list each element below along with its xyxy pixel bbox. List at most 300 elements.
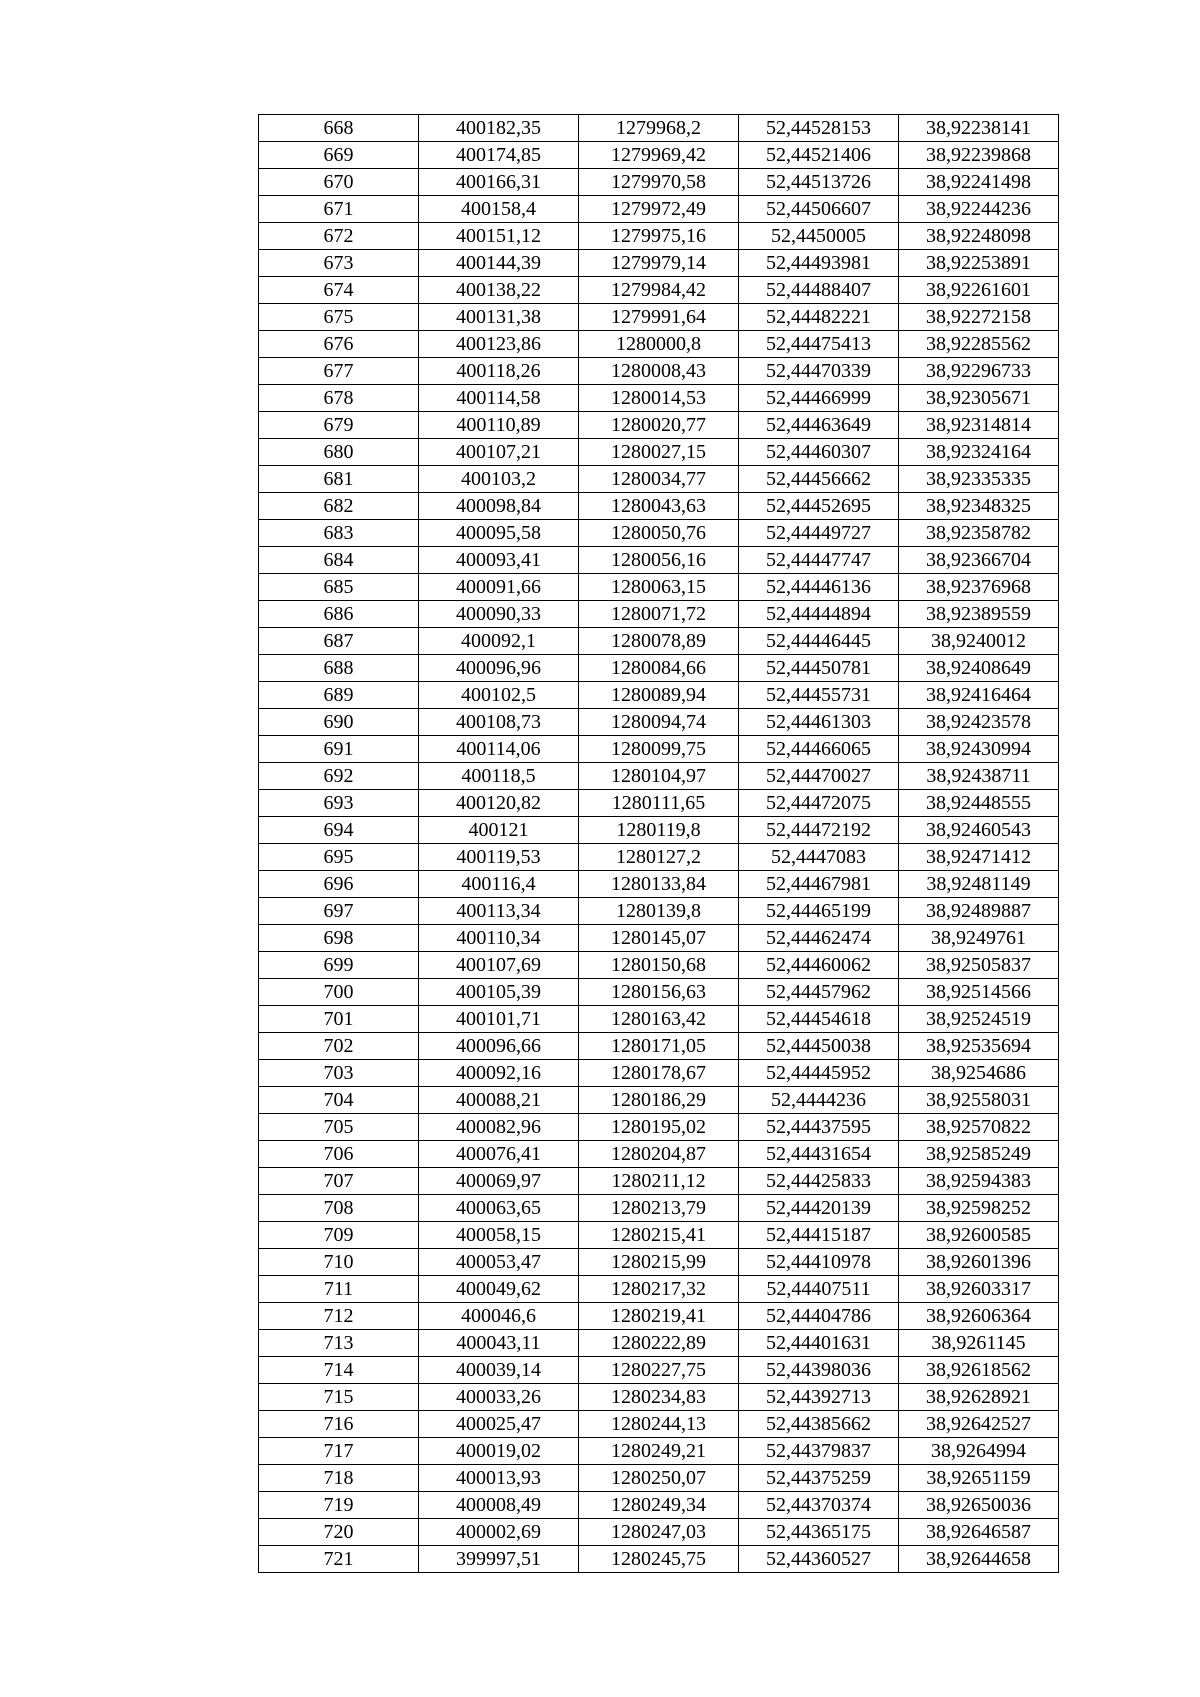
y-coordinate-cell: 1280078,89 bbox=[579, 628, 739, 655]
point-number-cell: 707 bbox=[259, 1168, 419, 1195]
point-number-cell: 673 bbox=[259, 250, 419, 277]
latitude-cell: 52,44457962 bbox=[739, 979, 899, 1006]
longitude-cell: 38,92650036 bbox=[899, 1492, 1059, 1519]
y-coordinate-cell: 1279984,42 bbox=[579, 277, 739, 304]
y-coordinate-cell: 1279968,2 bbox=[579, 115, 739, 142]
x-coordinate-cell: 400069,97 bbox=[419, 1168, 579, 1195]
y-coordinate-cell: 1280195,02 bbox=[579, 1114, 739, 1141]
x-coordinate-cell: 400096,66 bbox=[419, 1033, 579, 1060]
longitude-cell: 38,9261145 bbox=[899, 1330, 1059, 1357]
y-coordinate-cell: 1280000,8 bbox=[579, 331, 739, 358]
point-number-cell: 678 bbox=[259, 385, 419, 412]
x-coordinate-cell: 400110,89 bbox=[419, 412, 579, 439]
table-row bbox=[259, 412, 1059, 439]
point-number-cell: 680 bbox=[259, 439, 419, 466]
longitude-cell: 38,92416464 bbox=[899, 682, 1059, 709]
longitude-cell: 38,92606364 bbox=[899, 1303, 1059, 1330]
x-coordinate-cell: 400039,14 bbox=[419, 1357, 579, 1384]
coordinates-table-body bbox=[259, 115, 1059, 1573]
table-row bbox=[259, 655, 1059, 682]
point-number-cell: 715 bbox=[259, 1384, 419, 1411]
y-coordinate-cell: 1280250,07 bbox=[579, 1465, 739, 1492]
longitude-cell: 38,92376968 bbox=[899, 574, 1059, 601]
y-coordinate-cell: 1280219,41 bbox=[579, 1303, 739, 1330]
y-coordinate-cell: 1279979,14 bbox=[579, 250, 739, 277]
x-coordinate-cell: 400101,71 bbox=[419, 1006, 579, 1033]
x-coordinate-cell: 400166,31 bbox=[419, 169, 579, 196]
y-coordinate-cell: 1280094,74 bbox=[579, 709, 739, 736]
longitude-cell: 38,92253891 bbox=[899, 250, 1059, 277]
point-number-cell: 691 bbox=[259, 736, 419, 763]
longitude-cell: 38,92241498 bbox=[899, 169, 1059, 196]
point-number-cell: 689 bbox=[259, 682, 419, 709]
y-coordinate-cell: 1280204,87 bbox=[579, 1141, 739, 1168]
latitude-cell: 52,44482221 bbox=[739, 304, 899, 331]
latitude-cell: 52,44365175 bbox=[739, 1519, 899, 1546]
latitude-cell: 52,44370374 bbox=[739, 1492, 899, 1519]
point-number-cell: 693 bbox=[259, 790, 419, 817]
table-row bbox=[259, 1195, 1059, 1222]
y-coordinate-cell: 1280063,15 bbox=[579, 574, 739, 601]
table-row bbox=[259, 1033, 1059, 1060]
latitude-cell: 52,4447083 bbox=[739, 844, 899, 871]
table-row bbox=[259, 979, 1059, 1006]
y-coordinate-cell: 1279970,58 bbox=[579, 169, 739, 196]
latitude-cell: 52,44410978 bbox=[739, 1249, 899, 1276]
x-coordinate-cell: 400118,26 bbox=[419, 358, 579, 385]
coordinates-table bbox=[258, 114, 1059, 1573]
x-coordinate-cell: 400182,35 bbox=[419, 115, 579, 142]
x-coordinate-cell: 400095,58 bbox=[419, 520, 579, 547]
x-coordinate-cell: 400063,65 bbox=[419, 1195, 579, 1222]
x-coordinate-cell: 400013,93 bbox=[419, 1465, 579, 1492]
y-coordinate-cell: 1280127,2 bbox=[579, 844, 739, 871]
latitude-cell: 52,44521406 bbox=[739, 142, 899, 169]
y-coordinate-cell: 1280020,77 bbox=[579, 412, 739, 439]
point-number-cell: 684 bbox=[259, 547, 419, 574]
point-number-cell: 718 bbox=[259, 1465, 419, 1492]
x-coordinate-cell: 400107,69 bbox=[419, 952, 579, 979]
point-number-cell: 712 bbox=[259, 1303, 419, 1330]
latitude-cell: 52,44385662 bbox=[739, 1411, 899, 1438]
latitude-cell: 52,44466065 bbox=[739, 736, 899, 763]
x-coordinate-cell: 400002,69 bbox=[419, 1519, 579, 1546]
x-coordinate-cell: 400121 bbox=[419, 817, 579, 844]
table-row bbox=[259, 331, 1059, 358]
longitude-cell: 38,92594383 bbox=[899, 1168, 1059, 1195]
longitude-cell: 38,92272158 bbox=[899, 304, 1059, 331]
point-number-cell: 701 bbox=[259, 1006, 419, 1033]
longitude-cell: 38,92600585 bbox=[899, 1222, 1059, 1249]
point-number-cell: 719 bbox=[259, 1492, 419, 1519]
longitude-cell: 38,9240012 bbox=[899, 628, 1059, 655]
latitude-cell: 52,44398036 bbox=[739, 1357, 899, 1384]
table-row bbox=[259, 1357, 1059, 1384]
longitude-cell: 38,92261601 bbox=[899, 277, 1059, 304]
point-number-cell: 681 bbox=[259, 466, 419, 493]
longitude-cell: 38,92389559 bbox=[899, 601, 1059, 628]
x-coordinate-cell: 400025,47 bbox=[419, 1411, 579, 1438]
latitude-cell: 52,44375259 bbox=[739, 1465, 899, 1492]
table-row bbox=[259, 115, 1059, 142]
point-number-cell: 679 bbox=[259, 412, 419, 439]
x-coordinate-cell: 400113,34 bbox=[419, 898, 579, 925]
point-number-cell: 687 bbox=[259, 628, 419, 655]
x-coordinate-cell: 400110,34 bbox=[419, 925, 579, 952]
y-coordinate-cell: 1279969,42 bbox=[579, 142, 739, 169]
y-coordinate-cell: 1279972,49 bbox=[579, 196, 739, 223]
longitude-cell: 38,92244236 bbox=[899, 196, 1059, 223]
point-number-cell: 675 bbox=[259, 304, 419, 331]
latitude-cell: 52,4444236 bbox=[739, 1087, 899, 1114]
table-row bbox=[259, 1384, 1059, 1411]
point-number-cell: 700 bbox=[259, 979, 419, 1006]
point-number-cell: 690 bbox=[259, 709, 419, 736]
y-coordinate-cell: 1280227,75 bbox=[579, 1357, 739, 1384]
latitude-cell: 52,44463649 bbox=[739, 412, 899, 439]
table-row bbox=[259, 493, 1059, 520]
latitude-cell: 52,44446136 bbox=[739, 574, 899, 601]
point-number-cell: 695 bbox=[259, 844, 419, 871]
table-row bbox=[259, 925, 1059, 952]
latitude-cell: 52,44437595 bbox=[739, 1114, 899, 1141]
x-coordinate-cell: 400174,85 bbox=[419, 142, 579, 169]
y-coordinate-cell: 1280211,12 bbox=[579, 1168, 739, 1195]
table-row bbox=[259, 304, 1059, 331]
y-coordinate-cell: 1280215,41 bbox=[579, 1222, 739, 1249]
latitude-cell: 52,44404786 bbox=[739, 1303, 899, 1330]
y-coordinate-cell: 1280247,03 bbox=[579, 1519, 739, 1546]
longitude-cell: 38,92305671 bbox=[899, 385, 1059, 412]
longitude-cell: 38,9249761 bbox=[899, 925, 1059, 952]
y-coordinate-cell: 1280139,8 bbox=[579, 898, 739, 925]
latitude-cell: 52,44454618 bbox=[739, 1006, 899, 1033]
table-row bbox=[259, 466, 1059, 493]
y-coordinate-cell: 1279991,64 bbox=[579, 304, 739, 331]
point-number-cell: 669 bbox=[259, 142, 419, 169]
point-number-cell: 697 bbox=[259, 898, 419, 925]
point-number-cell: 683 bbox=[259, 520, 419, 547]
latitude-cell: 52,44401631 bbox=[739, 1330, 899, 1357]
point-number-cell: 698 bbox=[259, 925, 419, 952]
table-row bbox=[259, 196, 1059, 223]
y-coordinate-cell: 1280145,07 bbox=[579, 925, 739, 952]
longitude-cell: 38,92471412 bbox=[899, 844, 1059, 871]
latitude-cell: 52,44420139 bbox=[739, 1195, 899, 1222]
point-number-cell: 682 bbox=[259, 493, 419, 520]
longitude-cell: 38,92285562 bbox=[899, 331, 1059, 358]
latitude-cell: 52,44360527 bbox=[739, 1546, 899, 1573]
latitude-cell: 52,44460307 bbox=[739, 439, 899, 466]
longitude-cell: 38,92448555 bbox=[899, 790, 1059, 817]
y-coordinate-cell: 1280215,99 bbox=[579, 1249, 739, 1276]
latitude-cell: 52,44447747 bbox=[739, 547, 899, 574]
table-row bbox=[259, 1330, 1059, 1357]
latitude-cell: 52,44455731 bbox=[739, 682, 899, 709]
table-row bbox=[259, 385, 1059, 412]
point-number-cell: 670 bbox=[259, 169, 419, 196]
latitude-cell: 52,44472075 bbox=[739, 790, 899, 817]
table-row bbox=[259, 898, 1059, 925]
x-coordinate-cell: 400116,4 bbox=[419, 871, 579, 898]
y-coordinate-cell: 1280150,68 bbox=[579, 952, 739, 979]
longitude-cell: 38,92628921 bbox=[899, 1384, 1059, 1411]
latitude-cell: 52,44431654 bbox=[739, 1141, 899, 1168]
longitude-cell: 38,92348325 bbox=[899, 493, 1059, 520]
latitude-cell: 52,44506607 bbox=[739, 196, 899, 223]
longitude-cell: 38,92481149 bbox=[899, 871, 1059, 898]
latitude-cell: 52,44425833 bbox=[739, 1168, 899, 1195]
x-coordinate-cell: 400049,62 bbox=[419, 1276, 579, 1303]
y-coordinate-cell: 1280034,77 bbox=[579, 466, 739, 493]
table-row bbox=[259, 709, 1059, 736]
y-coordinate-cell: 1280163,42 bbox=[579, 1006, 739, 1033]
point-number-cell: 696 bbox=[259, 871, 419, 898]
y-coordinate-cell: 1280014,53 bbox=[579, 385, 739, 412]
y-coordinate-cell: 1280084,66 bbox=[579, 655, 739, 682]
y-coordinate-cell: 1280027,15 bbox=[579, 439, 739, 466]
longitude-cell: 38,92570822 bbox=[899, 1114, 1059, 1141]
latitude-cell: 52,44461303 bbox=[739, 709, 899, 736]
table-row bbox=[259, 223, 1059, 250]
y-coordinate-cell: 1280111,65 bbox=[579, 790, 739, 817]
table-row bbox=[259, 1114, 1059, 1141]
point-number-cell: 677 bbox=[259, 358, 419, 385]
longitude-cell: 38,92248098 bbox=[899, 223, 1059, 250]
table-row bbox=[259, 439, 1059, 466]
longitude-cell: 38,92642527 bbox=[899, 1411, 1059, 1438]
x-coordinate-cell: 400102,5 bbox=[419, 682, 579, 709]
latitude-cell: 52,44513726 bbox=[739, 169, 899, 196]
point-number-cell: 692 bbox=[259, 763, 419, 790]
x-coordinate-cell: 400131,38 bbox=[419, 304, 579, 331]
table-row bbox=[259, 169, 1059, 196]
y-coordinate-cell: 1280249,21 bbox=[579, 1438, 739, 1465]
point-number-cell: 688 bbox=[259, 655, 419, 682]
latitude-cell: 52,44450038 bbox=[739, 1033, 899, 1060]
table-row bbox=[259, 520, 1059, 547]
y-coordinate-cell: 1280099,75 bbox=[579, 736, 739, 763]
latitude-cell: 52,44456662 bbox=[739, 466, 899, 493]
longitude-cell: 38,92366704 bbox=[899, 547, 1059, 574]
y-coordinate-cell: 1280056,16 bbox=[579, 547, 739, 574]
point-number-cell: 699 bbox=[259, 952, 419, 979]
latitude-cell: 52,44446445 bbox=[739, 628, 899, 655]
x-coordinate-cell: 400033,26 bbox=[419, 1384, 579, 1411]
latitude-cell: 52,44467981 bbox=[739, 871, 899, 898]
table-row bbox=[259, 1303, 1059, 1330]
table-row bbox=[259, 1411, 1059, 1438]
longitude-cell: 38,92314814 bbox=[899, 412, 1059, 439]
y-coordinate-cell: 1280245,75 bbox=[579, 1546, 739, 1573]
point-number-cell: 705 bbox=[259, 1114, 419, 1141]
y-coordinate-cell: 1280213,79 bbox=[579, 1195, 739, 1222]
y-coordinate-cell: 1280119,8 bbox=[579, 817, 739, 844]
latitude-cell: 52,44415187 bbox=[739, 1222, 899, 1249]
y-coordinate-cell: 1280133,84 bbox=[579, 871, 739, 898]
point-number-cell: 694 bbox=[259, 817, 419, 844]
x-coordinate-cell: 400019,02 bbox=[419, 1438, 579, 1465]
latitude-cell: 52,44392713 bbox=[739, 1384, 899, 1411]
y-coordinate-cell: 1280008,43 bbox=[579, 358, 739, 385]
y-coordinate-cell: 1280104,97 bbox=[579, 763, 739, 790]
point-number-cell: 716 bbox=[259, 1411, 419, 1438]
y-coordinate-cell: 1280178,67 bbox=[579, 1060, 739, 1087]
x-coordinate-cell: 400118,5 bbox=[419, 763, 579, 790]
point-number-cell: 710 bbox=[259, 1249, 419, 1276]
y-coordinate-cell: 1280156,63 bbox=[579, 979, 739, 1006]
table-row bbox=[259, 1249, 1059, 1276]
table-row bbox=[259, 1222, 1059, 1249]
latitude-cell: 52,44460062 bbox=[739, 952, 899, 979]
point-number-cell: 717 bbox=[259, 1438, 419, 1465]
table-row bbox=[259, 1087, 1059, 1114]
longitude-cell: 38,92335335 bbox=[899, 466, 1059, 493]
longitude-cell: 38,92646587 bbox=[899, 1519, 1059, 1546]
point-number-cell: 720 bbox=[259, 1519, 419, 1546]
latitude-cell: 52,44488407 bbox=[739, 277, 899, 304]
longitude-cell: 38,9254686 bbox=[899, 1060, 1059, 1087]
table-row bbox=[259, 547, 1059, 574]
table-row bbox=[259, 1141, 1059, 1168]
x-coordinate-cell: 400114,06 bbox=[419, 736, 579, 763]
latitude-cell: 52,44472192 bbox=[739, 817, 899, 844]
table-row bbox=[259, 601, 1059, 628]
table-row bbox=[259, 844, 1059, 871]
x-coordinate-cell: 400092,1 bbox=[419, 628, 579, 655]
latitude-cell: 52,44449727 bbox=[739, 520, 899, 547]
longitude-cell: 38,92601396 bbox=[899, 1249, 1059, 1276]
table-row bbox=[259, 358, 1059, 385]
point-number-cell: 672 bbox=[259, 223, 419, 250]
table-row bbox=[259, 628, 1059, 655]
table-row bbox=[259, 1276, 1059, 1303]
point-number-cell: 676 bbox=[259, 331, 419, 358]
y-coordinate-cell: 1280249,34 bbox=[579, 1492, 739, 1519]
x-coordinate-cell: 400123,86 bbox=[419, 331, 579, 358]
point-number-cell: 671 bbox=[259, 196, 419, 223]
table-row bbox=[259, 1168, 1059, 1195]
latitude-cell: 52,44493981 bbox=[739, 250, 899, 277]
longitude-cell: 38,92585249 bbox=[899, 1141, 1059, 1168]
y-coordinate-cell: 1280222,89 bbox=[579, 1330, 739, 1357]
table-row bbox=[259, 1438, 1059, 1465]
x-coordinate-cell: 400119,53 bbox=[419, 844, 579, 871]
table-row bbox=[259, 871, 1059, 898]
longitude-cell: 38,92514566 bbox=[899, 979, 1059, 1006]
table-row bbox=[259, 574, 1059, 601]
x-coordinate-cell: 400076,41 bbox=[419, 1141, 579, 1168]
table-row bbox=[259, 952, 1059, 979]
longitude-cell: 38,92603317 bbox=[899, 1276, 1059, 1303]
table-row bbox=[259, 682, 1059, 709]
longitude-cell: 38,92505837 bbox=[899, 952, 1059, 979]
point-number-cell: 704 bbox=[259, 1087, 419, 1114]
longitude-cell: 38,92524519 bbox=[899, 1006, 1059, 1033]
longitude-cell: 38,92644658 bbox=[899, 1546, 1059, 1573]
x-coordinate-cell: 400120,82 bbox=[419, 790, 579, 817]
x-coordinate-cell: 400043,11 bbox=[419, 1330, 579, 1357]
table-row bbox=[259, 817, 1059, 844]
latitude-cell: 52,4450005 bbox=[739, 223, 899, 250]
point-number-cell: 686 bbox=[259, 601, 419, 628]
latitude-cell: 52,44475413 bbox=[739, 331, 899, 358]
longitude-cell: 38,92460543 bbox=[899, 817, 1059, 844]
latitude-cell: 52,44452695 bbox=[739, 493, 899, 520]
y-coordinate-cell: 1279975,16 bbox=[579, 223, 739, 250]
latitude-cell: 52,44470339 bbox=[739, 358, 899, 385]
latitude-cell: 52,44466999 bbox=[739, 385, 899, 412]
y-coordinate-cell: 1280043,63 bbox=[579, 493, 739, 520]
x-coordinate-cell: 400103,2 bbox=[419, 466, 579, 493]
latitude-cell: 52,44470027 bbox=[739, 763, 899, 790]
latitude-cell: 52,44407511 bbox=[739, 1276, 899, 1303]
x-coordinate-cell: 400138,22 bbox=[419, 277, 579, 304]
y-coordinate-cell: 1280217,32 bbox=[579, 1276, 739, 1303]
point-number-cell: 714 bbox=[259, 1357, 419, 1384]
x-coordinate-cell: 400092,16 bbox=[419, 1060, 579, 1087]
point-number-cell: 702 bbox=[259, 1033, 419, 1060]
x-coordinate-cell: 400046,6 bbox=[419, 1303, 579, 1330]
x-coordinate-cell: 400107,21 bbox=[419, 439, 579, 466]
x-coordinate-cell: 400158,4 bbox=[419, 196, 579, 223]
longitude-cell: 38,92489887 bbox=[899, 898, 1059, 925]
table-row bbox=[259, 790, 1059, 817]
latitude-cell: 52,44450781 bbox=[739, 655, 899, 682]
x-coordinate-cell: 400008,49 bbox=[419, 1492, 579, 1519]
table-row bbox=[259, 763, 1059, 790]
point-number-cell: 668 bbox=[259, 115, 419, 142]
longitude-cell: 38,92430994 bbox=[899, 736, 1059, 763]
x-coordinate-cell: 400082,96 bbox=[419, 1114, 579, 1141]
point-number-cell: 708 bbox=[259, 1195, 419, 1222]
y-coordinate-cell: 1280050,76 bbox=[579, 520, 739, 547]
longitude-cell: 38,92296733 bbox=[899, 358, 1059, 385]
point-number-cell: 703 bbox=[259, 1060, 419, 1087]
latitude-cell: 52,44465199 bbox=[739, 898, 899, 925]
y-coordinate-cell: 1280186,29 bbox=[579, 1087, 739, 1114]
table-row bbox=[259, 736, 1059, 763]
x-coordinate-cell: 400098,84 bbox=[419, 493, 579, 520]
x-coordinate-cell: 400058,15 bbox=[419, 1222, 579, 1249]
longitude-cell: 38,92423578 bbox=[899, 709, 1059, 736]
x-coordinate-cell: 400144,39 bbox=[419, 250, 579, 277]
longitude-cell: 38,92408649 bbox=[899, 655, 1059, 682]
x-coordinate-cell: 400091,66 bbox=[419, 574, 579, 601]
longitude-cell: 38,92239868 bbox=[899, 142, 1059, 169]
latitude-cell: 52,44379837 bbox=[739, 1438, 899, 1465]
x-coordinate-cell: 400108,73 bbox=[419, 709, 579, 736]
x-coordinate-cell: 400151,12 bbox=[419, 223, 579, 250]
point-number-cell: 706 bbox=[259, 1141, 419, 1168]
latitude-cell: 52,44462474 bbox=[739, 925, 899, 952]
point-number-cell: 713 bbox=[259, 1330, 419, 1357]
y-coordinate-cell: 1280234,83 bbox=[579, 1384, 739, 1411]
latitude-cell: 52,44528153 bbox=[739, 115, 899, 142]
table-row bbox=[259, 142, 1059, 169]
x-coordinate-cell: 400053,47 bbox=[419, 1249, 579, 1276]
x-coordinate-cell: 400114,58 bbox=[419, 385, 579, 412]
table-row bbox=[259, 1465, 1059, 1492]
table-row bbox=[259, 1060, 1059, 1087]
point-number-cell: 721 bbox=[259, 1546, 419, 1573]
latitude-cell: 52,44445952 bbox=[739, 1060, 899, 1087]
point-number-cell: 674 bbox=[259, 277, 419, 304]
point-number-cell: 711 bbox=[259, 1276, 419, 1303]
table-row bbox=[259, 277, 1059, 304]
y-coordinate-cell: 1280089,94 bbox=[579, 682, 739, 709]
table-row bbox=[259, 1492, 1059, 1519]
